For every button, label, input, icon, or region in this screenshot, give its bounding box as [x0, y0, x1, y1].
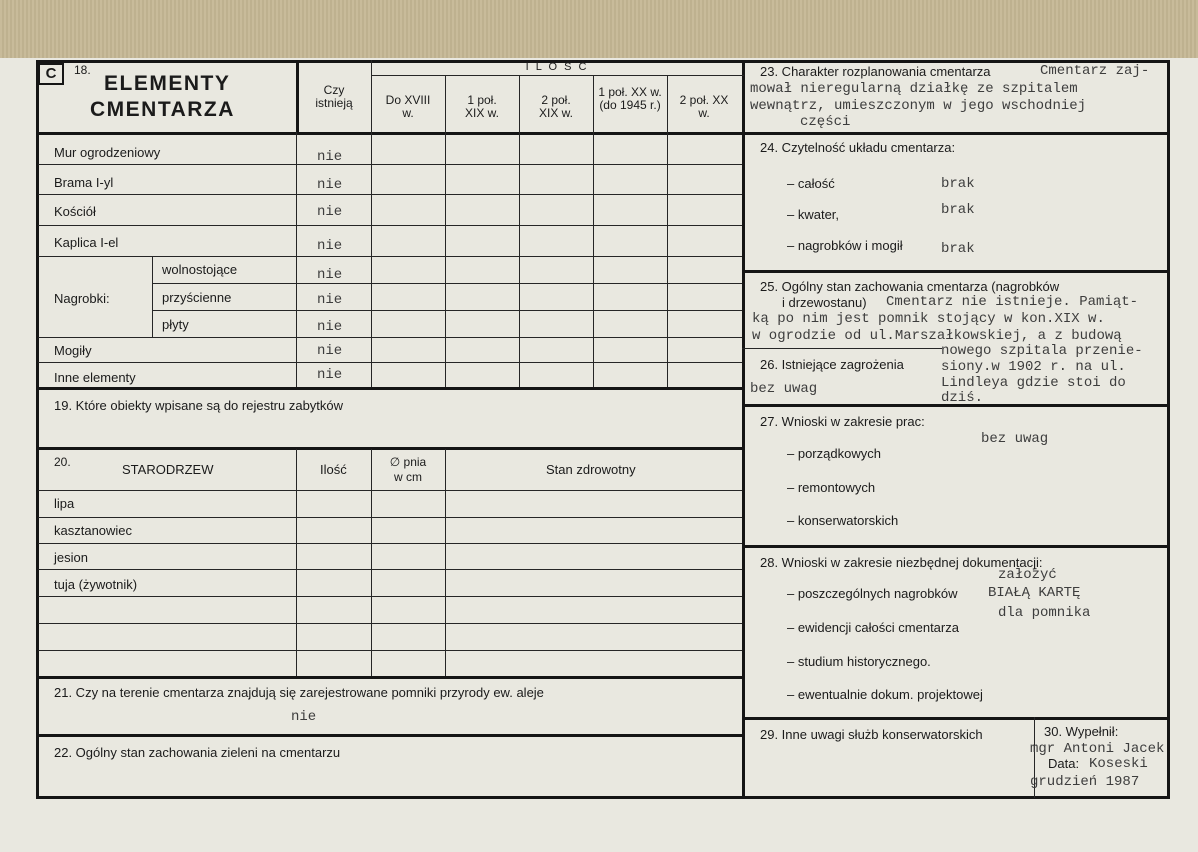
tree-row-line — [38, 543, 742, 544]
sec25-text: Cmentarz nie istnieje. Pamiąt- — [886, 294, 1139, 310]
sec26-value: bez uwag — [750, 381, 818, 397]
sec18-col4 — [519, 75, 520, 388]
sec24-top — [742, 132, 1170, 135]
tree-row-line — [38, 650, 742, 651]
row-label: Mogiły — [54, 343, 92, 358]
frame-mid — [742, 60, 745, 798]
sec18-bottom — [36, 387, 744, 390]
sec18-col5 — [593, 75, 594, 388]
exists-value: nie — [317, 343, 343, 359]
sec28-typed: BIAŁĄ KARTĘ — [988, 585, 1081, 601]
sec20-col-qty: Ilość — [320, 462, 347, 477]
sec28-item: – ewidencji całości cmentarza — [787, 620, 959, 635]
sec26-label: 26. Istniejące zagrożenia — [760, 357, 904, 372]
col-period-3: 2 poł. XIX w. — [538, 93, 573, 120]
sec27-item: – konserwatorskich — [787, 513, 899, 528]
nagrobki-sub: przyścienne — [162, 290, 232, 305]
sec23-text: części — [800, 114, 851, 130]
sec28-typed: założyć — [998, 567, 1057, 583]
row-line — [38, 164, 742, 165]
sec21-label: 21. Czy na terenie cmentarza znajdują się zarejestrowane pomniki przyrody ew. aleje — [54, 685, 544, 700]
sec21-value: nie — [291, 709, 317, 725]
row-line — [38, 194, 742, 195]
sec18-title-2: CMENTARZA — [90, 98, 235, 121]
tree-label: tuja (żywotnik) — [54, 577, 138, 592]
tree-label: lipa — [54, 496, 75, 511]
tree-row-line — [38, 596, 742, 597]
col-period-1: Do XVIII w. — [385, 93, 431, 120]
exists-value: nie — [317, 204, 343, 220]
sec27-value: bez uwag — [981, 431, 1049, 447]
sec25-text: siony.w 1902 r. na ul. — [941, 359, 1126, 375]
frame-left — [36, 60, 39, 798]
sec28-top — [742, 545, 1170, 548]
sec20-number: 20. — [54, 455, 71, 469]
exists-value: nie — [317, 292, 343, 308]
form-sheet — [0, 58, 1198, 852]
sec24-value: brak — [941, 241, 975, 257]
col-period-4: 1 poł. XX w. (do 1945 r.) — [598, 85, 662, 112]
sec23-text: mował nieregularną działkę ze szpitalem — [750, 81, 1078, 97]
sec25-label-1: 25. Ogólny stan zachowania cmentarza (nagrobków — [760, 279, 1060, 294]
sec28-item: – studium historycznego. — [787, 654, 931, 669]
sec18-number: 18. — [74, 63, 91, 77]
sec18-title-divider — [296, 60, 299, 134]
sec25-top — [742, 270, 1170, 273]
row-line — [38, 337, 742, 338]
sec20-col-diam-1: ∅ pnia — [389, 455, 427, 469]
col-period-2: 1 poł. XIX w. — [464, 93, 499, 120]
sec28-item: – poszczególnych nagrobków — [787, 586, 958, 601]
sec30-label: 30. Wypełnił: — [1044, 724, 1119, 739]
row-label: Kościół — [54, 204, 96, 219]
sec18-col2 — [371, 60, 372, 388]
sec25-label-2: i drzewostanu) — [782, 295, 867, 310]
sec25-text: ką po nim jest pomnik stojący w kon.XIX w. — [752, 311, 1105, 327]
sec20-bottom — [36, 676, 744, 679]
frame-bottom — [36, 796, 1170, 799]
nagrobki-label: Nagrobki: — [54, 291, 110, 306]
tree-label: kasztanowiec — [54, 523, 133, 538]
sec18-col3 — [445, 75, 446, 388]
exists-value: nie — [317, 149, 343, 165]
sec25-text: Lindleya gdzie stoi do — [941, 375, 1126, 391]
sec30-date: grudzień 1987 — [1030, 774, 1140, 790]
sec28-typed: dla pomnika — [998, 605, 1091, 621]
frame-right — [1167, 60, 1170, 798]
row-line — [152, 310, 742, 311]
sec20-col-diam-2: w cm — [394, 470, 422, 484]
sec24-item: – całość — [787, 176, 835, 191]
sec20-header-bottom — [38, 490, 742, 491]
col-exists: Czy istnieją — [315, 83, 353, 110]
exists-value: nie — [317, 177, 343, 193]
sec18-col6 — [667, 75, 668, 388]
sec23-text: Cmentarz zaj- — [1040, 63, 1150, 79]
sec24-item: – kwater, — [787, 207, 840, 222]
exists-value: nie — [317, 267, 343, 283]
sec22-label: 22. Ogólny stan zachowania zieleni na cmentarzu — [54, 745, 341, 760]
sec29-label: 29. Inne uwagi służb konserwatorskich — [760, 727, 983, 742]
sec28-label: 28. Wnioski w zakresie niezbędnej dokumentacji: — [760, 555, 1043, 570]
sec27-label: 27. Wnioski w zakresie prac: — [760, 414, 925, 429]
exists-value: nie — [317, 319, 343, 335]
sec24-label: 24. Czytelność układu cmentarza: — [760, 140, 956, 155]
ilosc-header: I L O Ś Ć — [525, 61, 589, 73]
sec22-top — [36, 734, 744, 737]
sec20-col3 — [445, 449, 446, 677]
sec20-top — [36, 447, 744, 450]
section-c-box: C — [38, 63, 64, 85]
sec27-item: – porządkowych — [787, 446, 881, 461]
sec20-title: STARODRZEW — [122, 462, 214, 477]
row-label: Kaplica I-el — [54, 235, 119, 250]
row-line — [152, 283, 742, 284]
nagrobki-sub: wolnostojące — [162, 262, 238, 277]
sec30-date-label: Data: — [1048, 756, 1080, 771]
sec24-value: brak — [941, 176, 975, 192]
sec30-surname: Koseski — [1089, 756, 1148, 772]
row-line — [38, 362, 742, 363]
sec19-label: 19. Które obiekty wpisane są do rejestru zabytków — [54, 398, 344, 413]
exists-value: nie — [317, 367, 343, 383]
tree-row-line — [38, 517, 742, 518]
row-line — [38, 256, 742, 257]
sec18-col1 — [296, 132, 297, 388]
sec23-label: 23. Charakter rozplanowania cmentarza — [760, 64, 991, 79]
sec24-value: brak — [941, 202, 975, 218]
binding-strip — [0, 0, 1198, 60]
sec25-text: nowego szpitala przenie- — [941, 343, 1143, 359]
nagrobki-divider — [152, 256, 153, 337]
sec27-top — [742, 404, 1170, 407]
sec23-text: wewnątrz, umieszczonym w jego wschodniej — [750, 98, 1087, 114]
exists-value: nie — [317, 238, 343, 254]
row-label: Inne elementy — [54, 370, 136, 385]
sec30-name: mgr Antoni Jacek — [1030, 741, 1165, 757]
sec25-text: dziś. — [941, 390, 984, 406]
tree-row-line — [38, 623, 742, 624]
sec26-top — [742, 348, 942, 349]
ilosc-underline — [371, 75, 744, 76]
nagrobki-sub: płyty — [162, 317, 189, 332]
sec18-header-bottom — [36, 132, 744, 135]
sec18-title-1: ELEMENTY — [104, 72, 231, 95]
sec27-item: – remontowych — [787, 480, 876, 495]
row-line — [38, 225, 742, 226]
sec25-text: w ogrodzie od ul.Marszałkowskiej, a z budową — [752, 328, 1122, 344]
sec20-col-health: Stan zdrowotny — [546, 462, 636, 477]
sec29-top — [742, 717, 1170, 720]
row-label: Brama I-yl — [54, 175, 114, 190]
tree-label: jesion — [54, 550, 88, 565]
sec20-col1 — [296, 449, 297, 677]
row-label: Mur ogrodzeniowy — [54, 145, 161, 160]
sec28-item: – ewentualnie dokum. projektowej — [787, 687, 983, 702]
tree-row-line — [38, 569, 742, 570]
col-period-5: 2 poł. XX w. — [679, 93, 729, 120]
sec24-item: – nagrobków i mogił — [787, 238, 903, 253]
